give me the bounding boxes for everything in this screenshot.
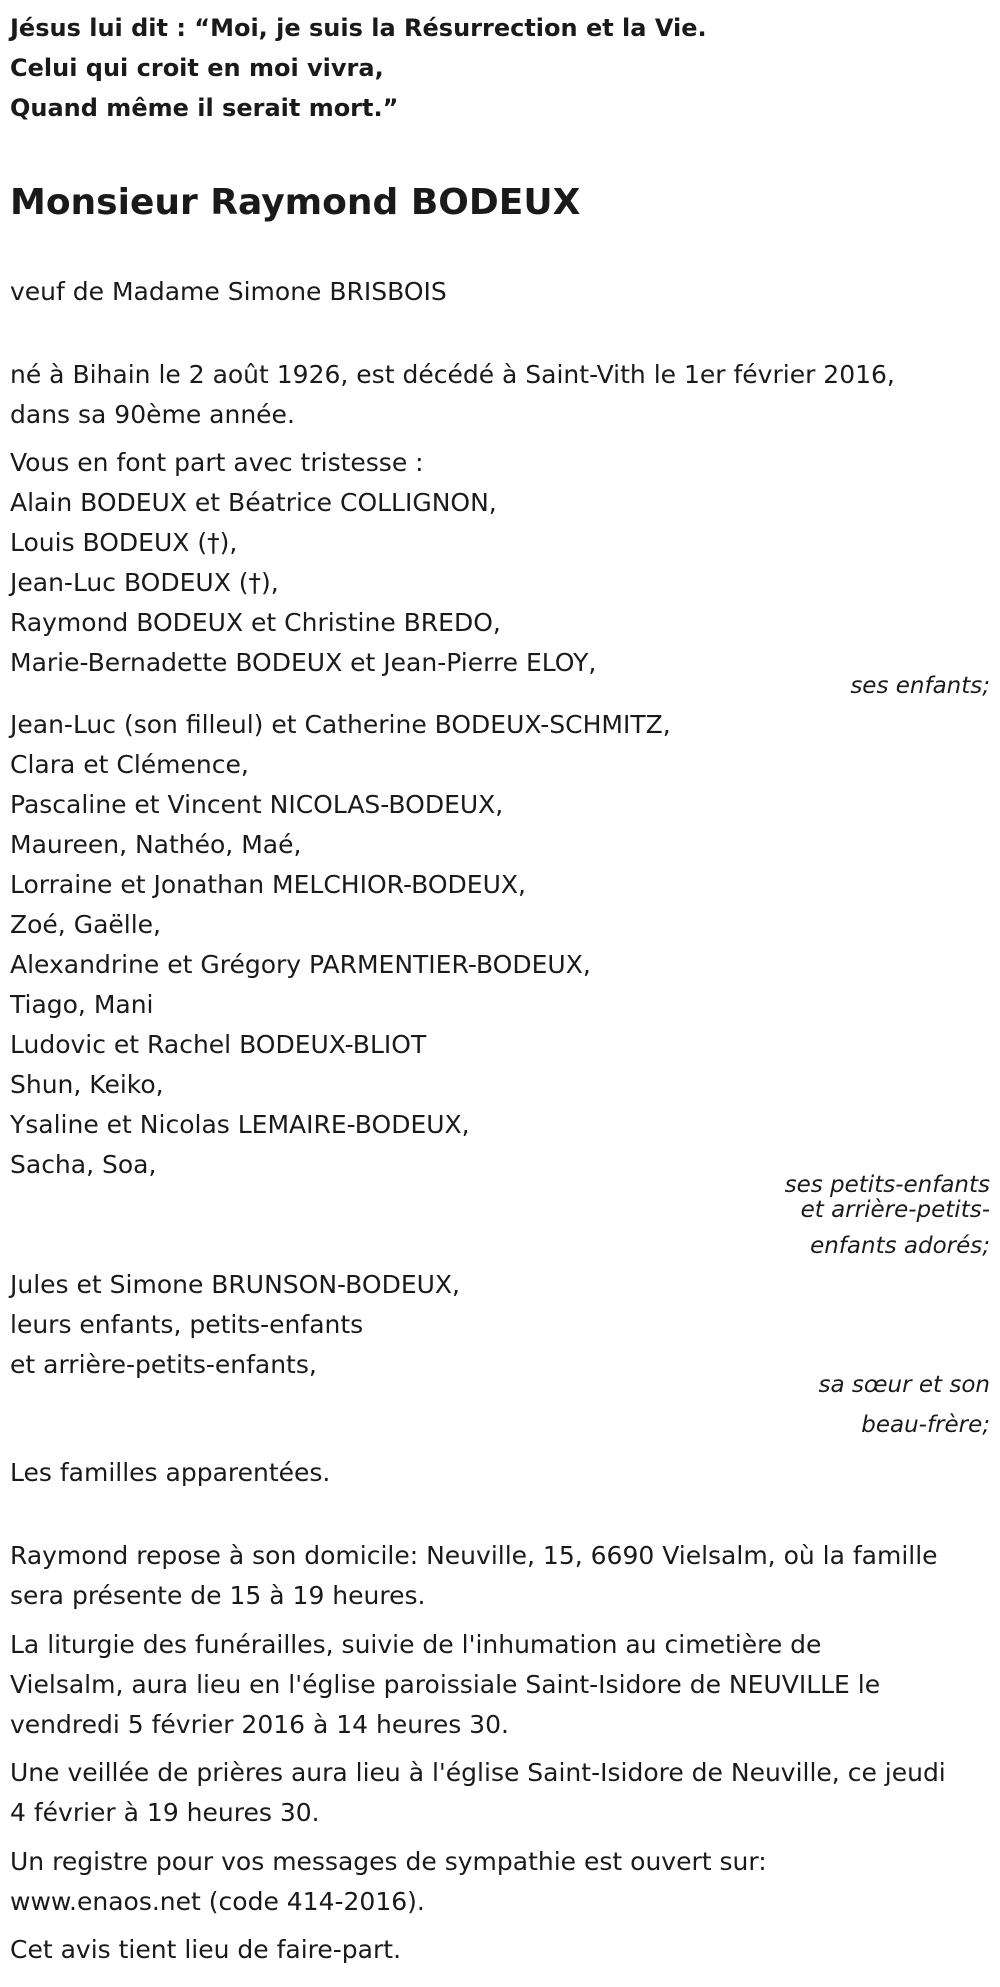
list-item: Alexandrine et Grégory PARMENTIER-BODEUX,	[10, 950, 591, 979]
list-item: Alain BODEUX et Béatrice COLLIGNON,	[10, 488, 497, 517]
list-item: Shun, Keiko,	[10, 1070, 164, 1099]
list-item: Sacha, Soa,	[10, 1150, 157, 1179]
list-item: Pascaline et Vincent NICOLAS-BODEUX,	[10, 790, 504, 819]
widower-text: veuf de Madame Simone BRISBOIS	[10, 277, 447, 306]
list-item: Lorraine et Jonathan MELCHIOR-BODEUX,	[10, 870, 526, 899]
list-item: Jean-Luc BODEUX (†),	[10, 568, 279, 597]
deceased-name: Monsieur Raymond BODEUX	[10, 182, 581, 223]
list-item: Zoé, Gaëlle,	[10, 910, 161, 939]
grandchildren-role	[785, 1173, 990, 1223]
list-item: Ysaline et Nicolas LEMAIRE-BODEUX,	[10, 1110, 470, 1139]
children-role: ses enfants;	[850, 673, 990, 699]
text-line: vendredi 5 février 2016 à 14 heures 30.	[10, 1710, 509, 1739]
closing-line	[10, 1930, 985, 1970]
bible-quote	[10, 8, 990, 128]
text-line: Un registre pour vos messages de sympathie est ouvert sur:	[10, 1847, 767, 1876]
role-line: et arrière-petits-	[800, 1197, 990, 1223]
text-line: Vielsalm, aura lieu en l'église paroissiale Saint-Isidore de NEUVILLE le	[10, 1670, 881, 1699]
grandchildren-role-end: enfants adorés;	[810, 1233, 990, 1259]
list-item: Maureen, Nathéo, Maé,	[10, 830, 302, 859]
list-item: Raymond BODEUX et Christine BREDO,	[10, 608, 501, 637]
siblings-role	[819, 1365, 990, 1445]
role-line: sa sœur et son	[818, 1372, 990, 1398]
families-line	[10, 1453, 985, 1493]
text-line: né à Bihain le 2 août 1926, est décédé à Saint-Vith le 1er février 2016,	[10, 360, 895, 389]
announcement-intro: Vous en font part avec tristesse :	[10, 448, 424, 477]
text-line: 4 février à 19 heures 30.	[10, 1798, 320, 1827]
text-line: Raymond repose à son domicile: Neuville, 15, 6690 Vielsalm, où la famille	[10, 1541, 938, 1570]
widower-line	[10, 272, 985, 312]
role-line: beau-frère;	[861, 1412, 990, 1438]
text-line: Les familles apparentées.	[10, 1458, 331, 1487]
vigil-paragraph	[10, 1753, 985, 1833]
text-line: Cet avis tient lieu de faire-part.	[10, 1935, 402, 1964]
list-item: Louis BODEUX (†),	[10, 528, 238, 557]
quote-line: Quand même il serait mort.”	[10, 94, 399, 122]
children-list	[10, 443, 985, 683]
birth-death-paragraph	[10, 355, 985, 435]
funeral-paragraph	[10, 1625, 985, 1745]
text-line: sera présente de 15 à 19 heures.	[10, 1581, 426, 1610]
list-item: Jean-Luc (son filleul) et Catherine BODEUX-SCHMITZ,	[10, 710, 671, 739]
role-line: ses petits-enfants	[784, 1172, 990, 1198]
list-item: et arrière-petits-enfants,	[10, 1350, 317, 1379]
list-item: Marie-Bernadette BODEUX et Jean-Pierre ELOY,	[10, 648, 597, 677]
grandchildren-list	[10, 705, 985, 1185]
list-item: leurs enfants, petits-enfants	[10, 1310, 364, 1339]
list-item: Clara et Clémence,	[10, 750, 249, 779]
list-item: Tiago, Mani	[10, 990, 154, 1019]
text-line: Une veillée de prières aura lieu à l'église Saint-Isidore de Neuville, ce jeudi	[10, 1758, 946, 1787]
quote-line: Celui qui croit en moi vivra,	[10, 54, 384, 82]
text-line: www.enaos.net (code 414-2016).	[10, 1887, 425, 1916]
list-item: Ludovic et Rachel BODEUX-BLIOT	[10, 1030, 427, 1059]
rest-place-paragraph	[10, 1536, 985, 1616]
quote-line: Jésus lui dit : “Moi, je suis la Résurrection et la Vie.	[10, 14, 707, 42]
list-item: Jules et Simone BRUNSON-BODEUX,	[10, 1270, 460, 1299]
text-line: La liturgie des funérailles, suivie de l'inhumation au cimetière de	[10, 1630, 822, 1659]
register-paragraph	[10, 1842, 985, 1922]
text-line: dans sa 90ème année.	[10, 400, 295, 429]
